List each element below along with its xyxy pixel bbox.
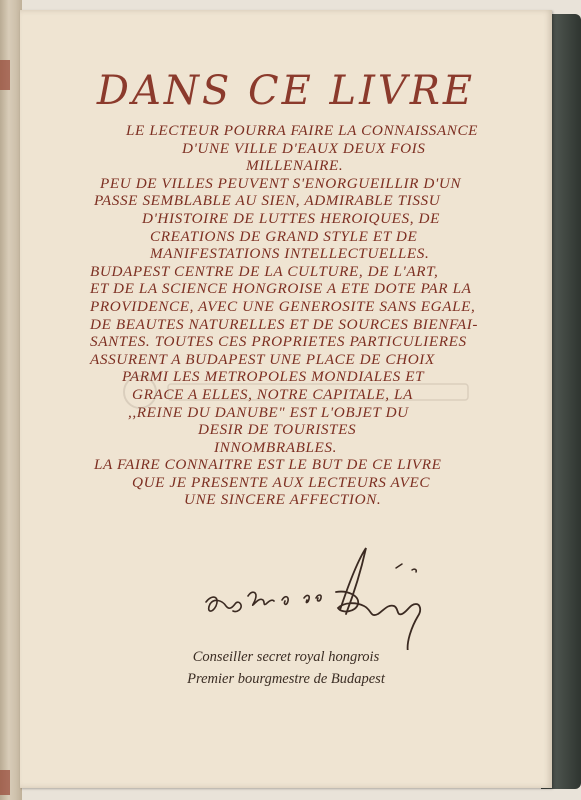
text-line: PROVIDENCE, AVEC UNE GENEROSITE SANS EGALE, (90, 297, 476, 315)
watermark (120, 372, 480, 412)
page-title: DANS CE LIVRE (96, 68, 476, 114)
text-line: MANIFESTATIONS INTELLECTUELLES. (150, 245, 430, 263)
edge-mark (0, 770, 10, 795)
text-line: LE LECTEUR POURRA FAIRE LA CONNAISSANCE (126, 122, 479, 139)
edge-mark (0, 60, 10, 90)
text-line: PASSE SEMBLABLE AU SIEN, ADMIRABLE TISSU (94, 192, 441, 210)
signature (200, 540, 430, 650)
book-page (20, 10, 552, 788)
text-line: DESIR DE TOURISTES (198, 421, 357, 439)
text-line: DE BEAUTES NATURELLES ET DE SOURCES BIENFAI- (90, 315, 479, 333)
book-left-edge (0, 0, 22, 800)
text-line: ,,REINE DU DANUBE" EST L'OBJET DU (128, 403, 409, 421)
text-line: LA FAIRE CONNAITRE EST LE BUT DE CE LIVRE (94, 456, 442, 474)
text-line: BUDAPEST CENTRE DE LA CULTURE, DE L'ART, (90, 262, 439, 280)
text-line: PEU DE VILLES PEUVENT S'ENORGUEILLIR D'UN (100, 174, 462, 192)
text-line: MILLENAIRE. (246, 157, 344, 175)
text-line: INNOMBRABLES. (214, 438, 337, 456)
text-line: CREATIONS DE GRAND STYLE ET DE (150, 227, 418, 245)
credential-line-1: Conseiller secret royal hongrois (192, 649, 380, 665)
text-line: PARMI LES METROPOLES MONDIALES ET (122, 368, 425, 386)
text-line: QUE JE PRESENTE AUX LECTEURS AVEC (132, 473, 431, 491)
text-line: ET DE LA SCIENCE HONGROISE A ETE DOTE PAR LA (90, 280, 472, 298)
credential-line-2: Premier bourgmestre de Budapest (187, 671, 385, 687)
text-line: SANTES. TOUTES CES PROPRIETES PARTICULIERES (90, 333, 467, 351)
text-line: ASSURENT A BUDAPEST UNE PLACE DE CHOIX (90, 350, 435, 368)
author-credentials (20, 646, 552, 690)
text-line: D'HISTOIRE DE LUTTES HEROIQUES, DE (142, 209, 440, 227)
text-line: GRACE A ELLES, NOTRE CAPITALE, LA (132, 385, 413, 403)
text-line: UNE SINCERE AFFECTION. (184, 491, 382, 509)
text-line: D'UNE VILLE D'EAUX DEUX FOIS (182, 139, 426, 157)
body-text (90, 122, 520, 509)
